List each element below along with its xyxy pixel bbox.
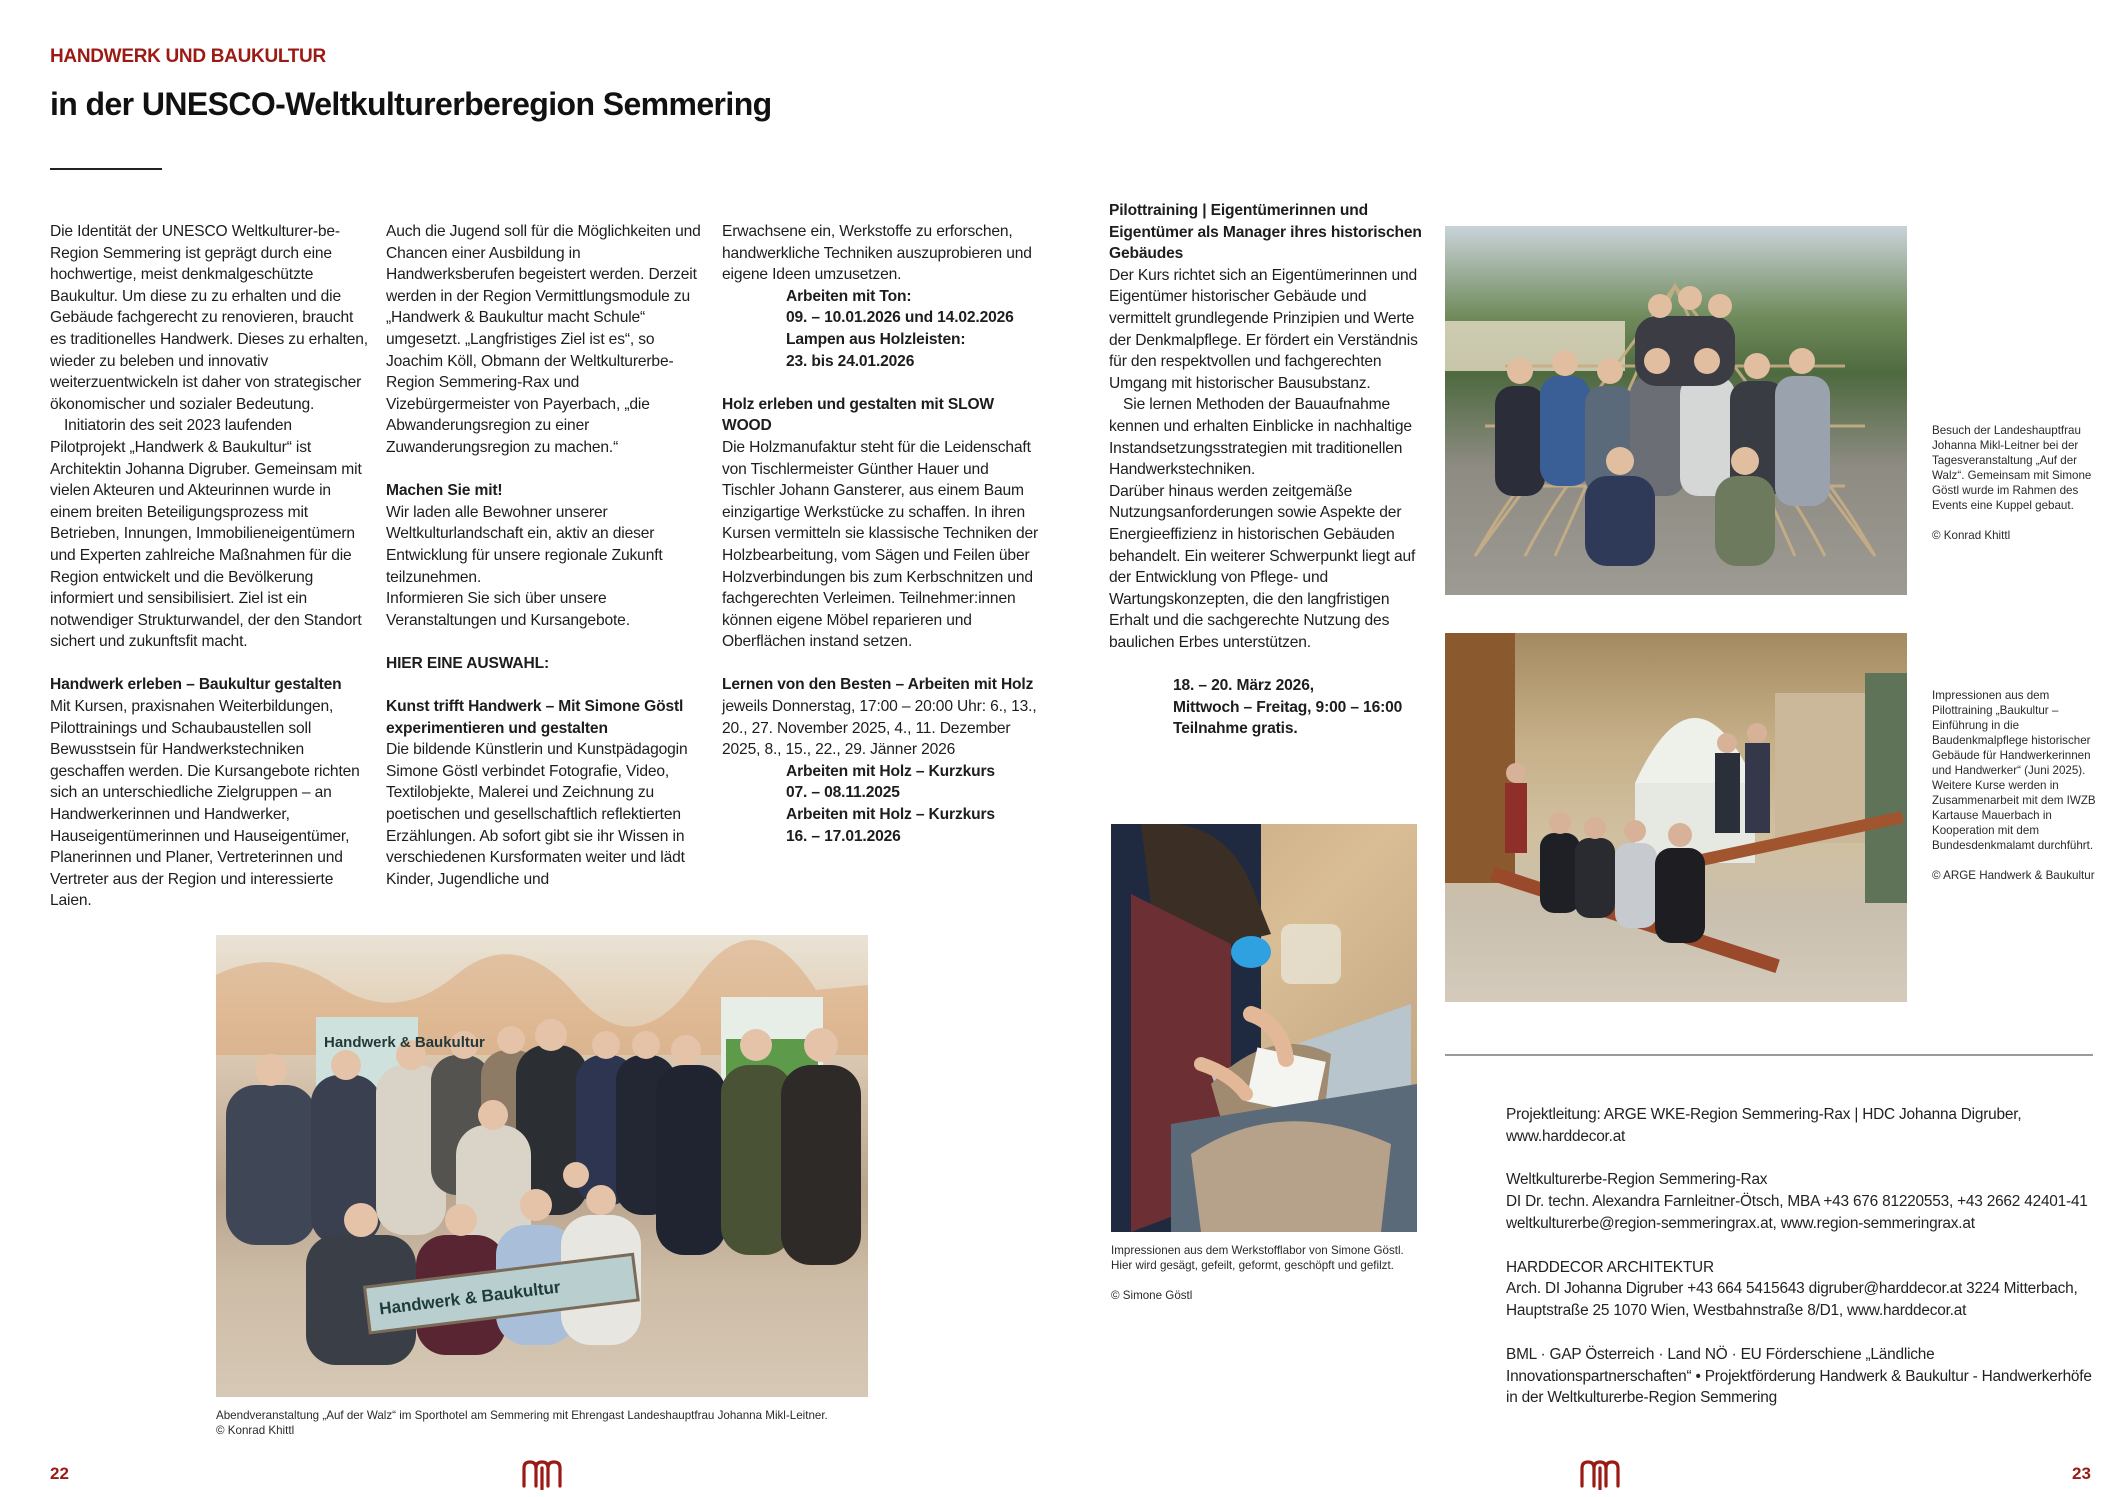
paragraph: Initiatorin des seit 2023 laufenden Pilotprojekt „Handwerk & Baukultur“ ist Architektin Johanna Digruber. Gemeinsam mit vielen Akteuren und Akteurinnen wurde in einem breiten Beteiligungsprozess mit Betrieben, Innungen, Immobilieneigentümern und Experten zahlreiche Maßnahmen für die Region entwickelt und die Bevölkerung informiert und sensibilisiert. Ziel ist ein notwendiger Strukturwandel, der den Standort sichert und zukunftsfit macht.: [50, 417, 362, 651]
section-divider: [1445, 1054, 2093, 1056]
date-line: 18. – 20. März 2026,: [1173, 677, 1314, 695]
article-column-4: [1109, 200, 1427, 740]
paragraph: Die bildende Künstlerin und Kunstpädagogin Simone Göstl verbindet Fotografie, Video, Textilobjekte, Malerei und Zeichnung zu poetischen und gesellschaftlich reflektierten Erzählungen. Ab sofort gibt sie ihr Wissen in verschiedenen Kursformaten weiter und lädt Kinder, Jugendliche und: [386, 741, 688, 888]
date-line: Arbeiten mit Holz – Kurzkurs: [786, 806, 995, 824]
firm-name: HARDDECOR ARCHITEKTUR: [1506, 1258, 1714, 1276]
hall-photo-illustration: [1445, 633, 1907, 1002]
photo-workshop: [1111, 824, 1417, 1232]
paragraph: Der Kurs richtet sich an Eigentümerinnen und Eigentümer historischer Gebäude und vermittelt grundlegende Prinzipien und Werte der Denkmalpflege. Er fördert ein Verständnis für den respektvollen und fachgerechten Umgang mit historischer Bausubstanz.: [1109, 266, 1418, 392]
region-logo-icon: [1578, 1458, 1622, 1490]
paragraph: Wir laden alle Bewohner unserer Weltkulturlandschaft ein, aktiv an dieser Entwicklung für unsere regionale Zukunft teilzunehmen.: [386, 503, 663, 586]
date-line: 16. – 17.01.2026: [786, 827, 901, 845]
date-line: 09. – 10.01.2026 und 14.02.2026: [786, 309, 1014, 327]
caption-group-evening: [216, 1408, 916, 1438]
article-column-1: [50, 221, 368, 912]
photo-credit: © Simone Göstl: [1111, 1289, 1193, 1302]
funding-note: BML · GAP Österreich · Land NÖ · EU Förderschiene „Ländliche Innovationspartnerschaften“ • Projektförderung Handwerk & Baukultur - Handwerkerhöfe in der Weltkulturerbe-Region Semmering: [1506, 1345, 2092, 1407]
article-column-2: [386, 221, 704, 890]
title-rule: [50, 168, 162, 170]
caption-text: Impressionen aus dem Pilottraining „Baukultur – Einführung in die Baudenkmalpflege historischer Gebäude für Handwerkerinnen und Handwerker“ (Juni 2025). Weitere Kurse werden in Zusammenarbeit mit dem IWZB Kartause Mauerbach in Kooperation mit dem Bundesdenkmalamt durchführt.: [1932, 689, 2096, 852]
date-line: 23. bis 24.01.2026: [786, 352, 915, 370]
date-line: 07. – 08.11.2025: [786, 784, 900, 802]
section-heading: Pilottraining | Eigentümerinnen und Eigentümer als Manager ihres historischen Gebäudes: [1109, 202, 1422, 263]
caption-dome: [1932, 423, 2112, 543]
date-line: Mittwoch – Freitag, 9:00 – 16:00: [1173, 698, 1403, 716]
date-line: Teilnahme gratis.: [1173, 720, 1298, 738]
group-photo-illustration: [216, 935, 868, 1397]
org-name: Weltkulturerbe-Region Semmering-Rax: [1506, 1171, 1768, 1189]
section-heading: Lernen von den Besten – Arbeiten mit Holz: [722, 676, 1034, 694]
paragraph: Erwachsene ein, Werkstoffe zu erforschen, handwerkliche Techniken auszuprobieren und eigene Ideen umzusetzen.: [722, 223, 1032, 284]
page-title: in der UNESCO-Weltkulturerberegion Semmering: [50, 86, 772, 122]
project-lead: Projektleitung: ARGE WKE-Region Semmering-Rax | HDC Johanna Digruber, www.harddecor.at: [1506, 1106, 2022, 1145]
section-heading: Kunst trifft Handwerk – Mit Simone Göstl experimentieren und gestalten: [386, 698, 684, 737]
banner-text: Handwerk & Baukultur: [378, 1277, 562, 1319]
caption-workshop: [1111, 1243, 1421, 1303]
paragraph: Mit Kursen, praxisnahen Weiterbildungen, Pilottrainings und Schaubaustellen soll Bewusstsein für Handwerkstechniken geschaffen werden. Die Kursangebote richten sich an unterschiedliche Zielgruppen – an Handwerkerinnen und Handwerker, Hauseigentümerinnen und Hauseigentümer, Planerinnen und Planer, Vertreterinnen und Vertreter aus der Region und interessierte Laien.: [50, 698, 360, 910]
paragraph: Die Holzmanufaktur steht für die Leidenschaft von Tischlermeister Günther Hauer und Tischler Johann Gansterer, aus einem Baum einzigartige Werkstücke zu schaffen. In ihren Kursen vermitteln sie klassische Techniken der Holzbearbeitung, vom Sägen und Feilen über Holzverbindungen bis zum Kerbschnitzen und fachgerechten Verleimen. Teilnehmer:innen können eigene Möbel reparieren und Oberflächen instand setzen.: [722, 438, 1039, 651]
photo-dome: [1445, 226, 1907, 595]
workshop-photo-illustration: [1111, 824, 1417, 1232]
article-column-3: [722, 221, 1040, 847]
paragraph: Darüber hinaus werden zeitgemäße Nutzungsanforderungen sowie Aspekte der Energieeffizienz in historischen Gebäuden behandelt. Ein weiterer Schwerpunkt liegt auf der Entwicklung von Pflege- und Wartungskonzepten, die den langfristigen Erhalt und die sachgerechte Nutzung des baulichen Erbes unterstützen.: [1109, 482, 1416, 651]
date-line: Arbeiten mit Holz – Kurzkurs: [786, 762, 995, 780]
paragraph: jeweils Donnerstag, 17:00 – 20:00 Uhr: 6., 13., 20., 27. November 2025, 4., 11. Dezember 2025, 8., 15., 22., 29. Jänner 2026: [722, 698, 1037, 759]
section-heading: Machen Sie mit!: [386, 482, 503, 500]
photo-group-evening: [216, 935, 868, 1397]
section-heading: Holz erleben und gestalten mit SLOW WOOD: [722, 395, 994, 435]
org-details: DI Dr. techn. Alexandra Farnleitner-Ötsch, MBA +43 676 81220553, +43 2662 42401-41 weltkulturerbe@region-semmeringrax.at, www.region-semmeringrax.at: [1506, 1193, 2088, 1232]
caption-text: Besuch der Landeshauptfrau Johanna Mikl-Leitner bei der Tagesveranstaltung „Auf der Walz“. Gemeinsam mit Simone Göstl wurde im Rahmen des Events eine Kuppel gebaut.: [1932, 424, 2092, 512]
region-logo-icon: [520, 1458, 564, 1490]
caption-text: Abendveranstaltung „Auf der Walz“ im Sporthotel am Semmering mit Ehrengast Landeshauptfrau Johanna Mikl-Leitner.: [216, 1409, 828, 1422]
date-line: Lampen aus Holzleisten:: [786, 330, 966, 348]
section-kicker: HANDWERK UND BAUKULTUR: [50, 46, 326, 67]
contact-block: [1506, 1104, 2106, 1409]
page-number-right: 23: [2072, 1464, 2091, 1483]
caption-text: Impressionen aus dem Werkstofflabor von Simone Göstl. Hier wird gesägt, gefeilt, geformt, geschöpft und gefilzt.: [1111, 1244, 1404, 1272]
caption-training-hall: [1932, 688, 2112, 883]
photo-credit: © ARGE Handwerk & Baukultur: [1932, 869, 2095, 882]
photo-training-hall: [1445, 633, 1907, 1002]
photo-credit: © Konrad Khittl: [1932, 529, 2011, 542]
page-number-left: 22: [50, 1464, 69, 1483]
date-line: Arbeiten mit Ton:: [786, 287, 912, 305]
section-heading: Handwerk erleben – Baukultur gestalten: [50, 676, 342, 694]
paragraph: Informieren Sie sich über unsere Veranstaltungen und Kursangebote.: [386, 590, 630, 629]
paragraph: Auch die Jugend soll für die Möglichkeiten und Chancen einer Ausbildung in Handwerksberufen begeistert werden. Derzeit werden in der Region Vermittlungsmodule zu „Handwerk & Baukultur macht Schule“ umgesetzt. „Langfristiges Ziel ist es“, so Joachim Köll, Obmann der Weltkulturerbe-Region Semmering-Rax und Vizebürgermeister von Payerbach, „die Abwanderungsregion zu einer Zuwanderungsregion zu machen.“: [386, 223, 701, 456]
firm-details: Arch. DI Johanna Digruber +43 664 5415643 digruber@harddecor.at 3224 Mitterbach, Hauptstraße 25 1070 Wien, Westbahnstraße 8/D1, www.harddecor.at: [1506, 1280, 2078, 1320]
photo-credit: © Konrad Khittl: [216, 1424, 295, 1437]
dome-photo-illustration: [1445, 226, 1907, 595]
rollup-text: Handwerk & Baukultur: [324, 1034, 485, 1051]
paragraph: Sie lernen Methoden der Bauaufnahme kennen und erhalten Einblicke in nachhaltige Instandsetzungsstrategien mit traditionellen Handwerkstechniken.: [1109, 396, 1412, 479]
section-heading: HIER EINE AUSWAHL:: [386, 654, 550, 672]
paragraph: Die Identität der UNESCO Weltkulturer-be-Region Semmering ist geprägt durch eine hochwertige, meist denkmalgeschützte Baukultur. Um diese zu zu erhalten und die Gebäude fachgerecht zu renovieren, braucht es traditionelles Handwerk. Dieses zu erhalten, wieder zu beleben und innovativ weiterzuentwickeln ist daher von strategischer ökonomischer und sozialer Bedeutung.: [50, 223, 368, 413]
